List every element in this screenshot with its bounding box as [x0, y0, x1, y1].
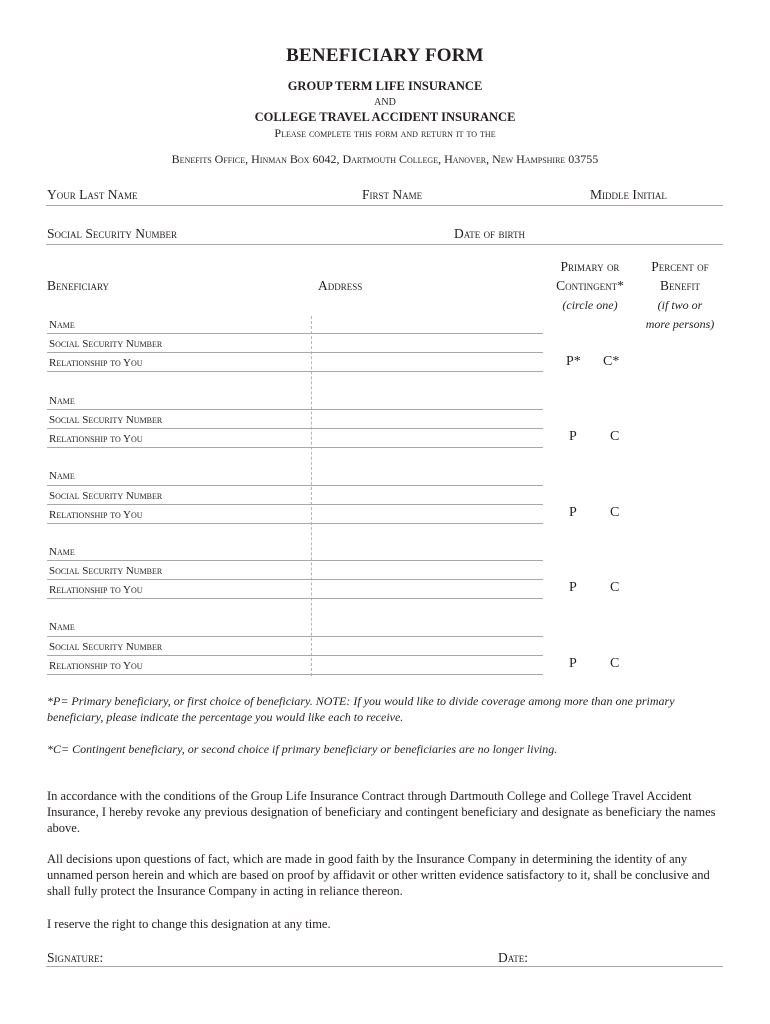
row4-primary-option[interactable]: P [569, 580, 577, 595]
row3-name-line[interactable] [47, 485, 543, 486]
row5-name-line[interactable] [47, 636, 543, 637]
row1-ssn-line[interactable] [47, 352, 543, 353]
revocation-paragraph: In accordance with the conditions of the Group Life Insurance Contract through Dartmouth College and College Travel Accident Insurance, I hereby revoke any previous designation of beneficiary and contingent beneficiary and designate as beneficiary the names above. [47, 789, 716, 835]
primary-beneficiary-note: *P= Primary beneficiary, or first choice of beneficiary. NOTE: If you would like to divide coverage among more than one primary beneficiary, please indicate the percentage you would like each to receive. [47, 694, 675, 724]
row5-relationship-line[interactable] [47, 674, 543, 675]
row1-name-label: Name [49, 319, 75, 331]
row1-relationship-label: Relationship to You [49, 357, 143, 369]
first-name-label: First Name [362, 187, 423, 202]
ssn-dob-line[interactable] [46, 244, 723, 245]
subtitle-group-term-life: GROUP TERM LIFE INSURANCE [287, 79, 483, 93]
good-faith-paragraph: All decisions upon questions of fact, which are made in good faith by the Insurance Company in determining the identity of any unnamed person herein and which are based on proof by affidavit or other written evidence satisfactory to it, shall be conclusive and shall fully protect the Insurance Company in acting in reliance thereon. [47, 852, 710, 898]
ssn-label: Social Security Number [47, 226, 178, 241]
row5-primary-option[interactable]: P [569, 656, 577, 671]
row1-relationship-line[interactable] [47, 371, 543, 372]
row3-relationship-line[interactable] [47, 523, 543, 524]
row3-name-label: Name [49, 470, 75, 482]
row4-ssn-label: Social Security Number [49, 565, 163, 577]
row3-ssn-label: Social Security Number [49, 490, 163, 502]
row4-ssn-line[interactable] [47, 579, 543, 580]
row3-primary-option[interactable]: P [569, 505, 577, 520]
row2-primary-option[interactable]: P [569, 429, 577, 444]
signature-line[interactable] [46, 966, 723, 967]
primary-header-1: Primary or [560, 259, 620, 274]
row1-name-line[interactable] [47, 333, 543, 334]
row4-relationship-label: Relationship to You [49, 584, 143, 596]
row1-primary-option[interactable]: P* [566, 354, 581, 369]
beneficiary-header: Beneficiary [47, 278, 110, 293]
subtitle-and: AND [374, 97, 396, 108]
row2-relationship-label: Relationship to You [49, 433, 143, 445]
name-line[interactable] [46, 205, 723, 206]
row3-relationship-label: Relationship to You [49, 509, 143, 521]
percent-header-1: Percent of [651, 259, 709, 274]
row4-name-label: Name [49, 546, 75, 558]
row5-ssn-line[interactable] [47, 655, 543, 656]
row2-name-line[interactable] [47, 409, 543, 410]
circle-one-note: (circle one) [562, 298, 618, 312]
row5-relationship-label: Relationship to You [49, 660, 143, 672]
row1-contingent-option[interactable]: C* [603, 354, 620, 369]
row4-contingent-option[interactable]: C [610, 580, 620, 595]
reserve-right-paragraph: I reserve the right to change this designation at any time. [47, 917, 331, 931]
date-label: Date: [498, 950, 528, 965]
primary-header-2: Contingent* [556, 278, 624, 293]
column-divider [311, 316, 312, 676]
address-header: Address [318, 278, 363, 293]
row4-name-line[interactable] [47, 560, 543, 561]
percent-note-2: more persons) [645, 317, 715, 331]
percent-note-1: (if two or [657, 298, 703, 312]
instruction-text: Please complete this form and return it to the [274, 126, 496, 140]
dob-label: Date of birth [454, 226, 525, 241]
row1-ssn-label: Social Security Number [49, 338, 163, 350]
row2-contingent-option[interactable]: C [610, 429, 620, 444]
subtitle-college-travel: COLLEGE TRAVEL ACCIDENT INSURANCE [254, 110, 516, 124]
middle-initial-label: Middle Initial [590, 187, 667, 202]
row2-name-label: Name [49, 395, 75, 407]
row3-contingent-option[interactable]: C [610, 505, 620, 520]
row2-relationship-line[interactable] [47, 447, 543, 448]
row3-ssn-line[interactable] [47, 504, 543, 505]
contingent-beneficiary-note: *C= Contingent beneficiary, or second choice if primary beneficiary or beneficiaries are no longer living. [47, 742, 558, 756]
row5-contingent-option[interactable]: C [610, 656, 620, 671]
row2-ssn-label: Social Security Number [49, 414, 163, 426]
row2-ssn-line[interactable] [47, 428, 543, 429]
row5-ssn-label: Social Security Number [49, 641, 163, 653]
row4-relationship-line[interactable] [47, 598, 543, 599]
percent-header-2: Benefit [660, 278, 700, 293]
signature-label: Signature: [47, 950, 104, 965]
last-name-label: Your Last Name [47, 187, 138, 202]
form-title: BENEFICIARY FORM [286, 45, 484, 66]
row5-name-label: Name [49, 621, 75, 633]
return-address: Benefits Office, Hinman Box 6042, Dartmouth College, Hanover, New Hampshire 03755 [171, 152, 599, 166]
